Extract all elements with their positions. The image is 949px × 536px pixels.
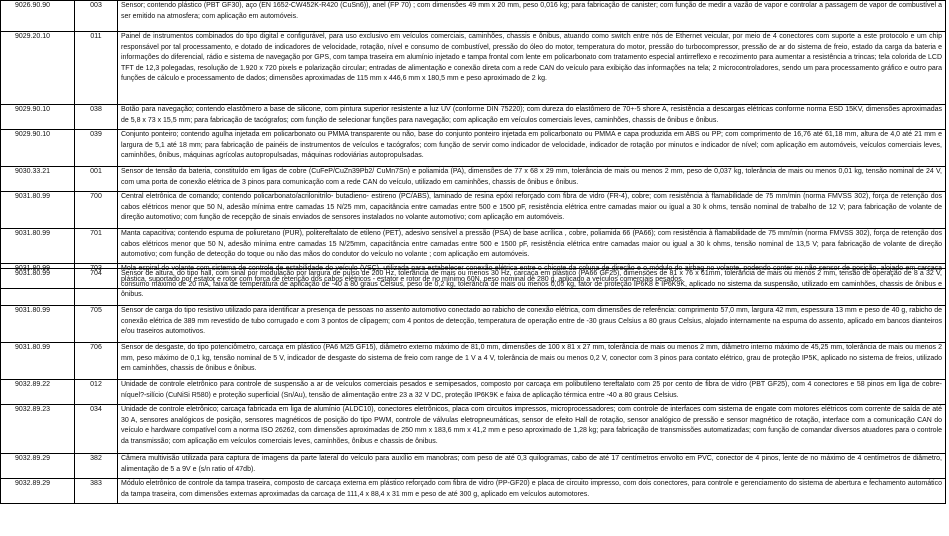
table-row	[1, 105, 946, 130]
ex-number: 705	[75, 306, 118, 343]
description	[118, 1, 946, 32]
ncm-code: 9032.89.22	[1, 380, 75, 405]
table-row	[1, 269, 946, 306]
ncm-code: 9032.89.29	[1, 479, 75, 504]
ncm-code: 9026.90.90	[1, 1, 75, 32]
ex-number: 011	[75, 32, 118, 105]
table-row	[1, 1, 946, 32]
description-text: Painel de instrumentos combinados do tipo digital e configurável, para uso exclusivo em veículos comerciais, caminhões, chassis e ônibus, atuando como switch entre nós de Ethernet veicular, por meio de 4 conectores com suporte a este protocolo e um chip responsável por tal processamento, e dotado de indicadores de velocidade, rotação, nível e consumo de combustível, pressão do óleo do motor, temperatura do motor, pressão do turbocompressor, pressão de ar do sistema de freio, estado da carga da bateria e informações do diferencial, rádio e sistema de navegação por GPS, com tampa traseira em alumínio injetado e tampa frontal com lente em policarbonato com tratamento especial antirreflexo e recozimento para aumentar a resistência a trincas; tela colorida de LCD TFT de 12,3 polegadas, resolução de 1.920 x 720 pixels e polarização circular; entradas de alimentação e conexão direta com a rede CAN do veículo para exibição das informações na tela; 2 microcontroladores, sendo um para processamento gráfico e outro para funções de cálculo e processamento de dados; dimensões aproximadas de 115 mm x 446,6 mm x 180,5 mm e peso aproximado de 2 kg.	[121, 33, 942, 82]
ex-number: 038	[75, 105, 118, 130]
table-row	[1, 130, 946, 167]
table-row	[1, 32, 946, 105]
table-row	[1, 405, 946, 454]
ex-number: 382	[75, 454, 118, 479]
ncm-code: 9031.80.99	[1, 192, 75, 229]
description	[118, 32, 946, 105]
ncm-code: 9030.33.21	[1, 167, 75, 192]
description	[118, 479, 946, 504]
ncm-code: 9031.80.99	[1, 343, 75, 380]
description-text: Sensor de carga do tipo resistivo utilizado para identificar a presença de pessoas no assento automotivo conectado ao rabicho de conexão elétrica, com dimensões de referência: comprimento 57,0 mm, largura 42 mm, espessura 13 mm e peso de 40 g, rabicho de conexão elétrica de 389 mm revestido de tubo corrugado e com 3 pontos de clipagem; com 4 pontos de detecção, temperatura de operação entre de -30 graus Celsius a 80 graus Celsius, alojado internamente na espuma do assento, aplicado em bancos dianteiros e/ou traseiros automotivos.	[121, 307, 942, 335]
ncm-code: 9029.90.10	[1, 130, 75, 167]
ncm-code: 9031.80.99	[1, 306, 75, 343]
ex-number: 703	[75, 264, 118, 289]
table-row	[1, 229, 946, 264]
table-row	[1, 380, 946, 405]
description-text: Sensor; contendo plástico (PBT GF30), aço (EN 1652-CW452K-R420 (CuSn6)), anel (FP 70) ; com dimensões 49 mm x 20 mm, peso 0,016 kg; para fabricação de canister; com função de medir a vazão de vapor e controlar a passagem de vapor de combustível a ser emitido na atmosfera; com aplicação em automóveis.	[121, 2, 942, 20]
ex-number: 003	[75, 1, 118, 32]
table-row	[1, 343, 946, 380]
description	[118, 306, 946, 343]
description	[118, 167, 946, 192]
ex-tariff-table-bottom	[0, 268, 946, 504]
table-row	[1, 479, 946, 504]
ncm-code: 9031.80.99	[1, 264, 75, 289]
description	[118, 105, 946, 130]
description-text: Conjunto ponteiro; contendo agulha injetada em policarbonato ou PMMA transparente ou não, base do conjunto ponteiro injetada em policarbonato ou PMMA e capa produzida em ABS ou PP; com comprimento de 16,76 até 61,18 mm, altura de 4,0 até 21 mm e largura de 5,1 até 18 mm; para fabricação de painéis de instrumentos de veículos e tacógrafos; com função de servir como indicador de velocidade, indicador de rotação por minutos e indicador de nível; com aplicação em automóveis, veículos comerciais leves, caminhões, ônibus, máquinas agrícolas autopropulsadas, máquinas rodoviárias autopropulsadas.	[121, 131, 942, 159]
table-row	[1, 167, 946, 192]
description	[118, 229, 946, 264]
ex-number: 039	[75, 130, 118, 167]
description-text: Manta capacitiva; contendo espuma de poliuretano (PUR), politereftalato de etileno (PET), adesivo sensível a pressão (PSA) de base acrílica , cobre, poliamida 66 (PA66); com resistência à flamabilidade de 75 mm/min (norma FMVSS 302), força de retenção dos cabos elétricos menor que 50 N, adesão mínima entre camadas 15 N/25mm, capacitância entre camadas entre 500 e 1500 pF, resistência elétrica entre camadas maior ou igual a 30 k ohms, tensão nominal de 13,5 V; para fabricação de volante de direção automotivo; com função de detecção do toque ou não das mãos do condutor do veículo no volante ; com aplicação em automóveis.	[121, 230, 942, 258]
description	[118, 343, 946, 380]
description-text: Módulo eletrônico de controle da tampa traseira, composto de carcaça externa em plástico reforçado com fibra de vidro (PP-GF20) e placa de circuito impresso, com dois conectores, para controle e gerenciamento do sistema de abertura e fechamento automático da tampa traseira, com dimensões externas aproximadas da carcaça de 111,4 x 88,4 x 31 mm e peso de até 300 g, aplicado em veículos automotores.	[121, 480, 942, 498]
description-text: Sensor de desgaste, do tipo potenciômetro, carcaça em plástico (PA6 M25 GF15), diâmetro externo máximo de 81,0 mm, dimensões de 100 x 81 x 27 mm, tolerância de mais ou menos 2 mm, diâmetro interno máximo de 45,25 mm, tolerância de mais ou menos 2 mm, peso máximo de 0,1 kg, tensão nominal de 5 V, indicador de desgaste do sistema de freio com range de 1 V a 4 V, tolerância de mais ou menos 0,2 V, conector com 3 pinos para contato elétrico, grau de proteção IP5K, aplicado no sistema de freios, utilizado em caminhões, chassis de ônibus e ônibus.	[121, 344, 942, 372]
ex-number: 700	[75, 192, 118, 229]
table-row	[1, 306, 946, 343]
ex-number: 704	[75, 269, 118, 306]
ncm-code: 9032.89.29	[1, 454, 75, 479]
description-text: Mola espiral do volante com sistema de controle de estabilidade do veículo (VSC), utilizada para estabelecer conexão elétrica entre o chicote da coluna de direção e o módulo do airbag no volante, podendo conter ou não sensor de posição, alojado em carcaça plástica, suportado por estator e rotor com força de retenção dos cabos elétricos - estator e rotor de no mínimo 60N, peso nominal de 280 g, aplicado a veículos comerciais pesados.	[121, 265, 942, 283]
description-text: Central eletrônica de comando; contendo policarbonato/acrilonitrilo- butadieno- estireno (PC/ABS), laminado de resina epóxi reforçado com fibra de vidro (FR-4), cobre; com resistência à flamabilidade de 75 mm/min (norma FMVSS 302), força de retenção dos cabos elétricos menor que 50 N, adesão mínima entre camadas 15 N/25 mm, capacitância entre camadas entre 500 e 1500 pF, resistência elétrica entre camadas maior ou igual a 30 k ohms, tensão nominal de trabalho de 12 V; para fabricação de volante de direção automotivo; com função de recepção de sinais enviados de sensores instalados no volante automotivo; com aplicação em automóveis.	[121, 193, 942, 221]
table-row	[1, 192, 946, 229]
ex-number: 012	[75, 380, 118, 405]
description	[118, 454, 946, 479]
ex-number: 701	[75, 229, 118, 264]
ncm-code: 9031.80.99	[1, 269, 75, 306]
description	[118, 405, 946, 454]
description-text: Botão para navegação; contendo elastômero a base de silicone, com pintura superior resistente a luz UV (conforme DIN 75220); com dureza do elastômero de 70+-5 shore A, resistência a descargas elétricas conforme norma ESD 15KV, dimensões aproximadas de 5,8 x 73 x 15,5 mm; para fabricação de tacógrafos; com função de selecionar funções para navegação; com aplicação em veículos comerciais leves, caminhões, chassis de ônibus e ônibus.	[121, 106, 942, 124]
description-text: Unidade de controle eletrônico; carcaça fabricada em liga de alumínio (ALDC10), conectores eletrônicos, placa com circuitos impressos, microprocessadores; com controle de interfaces com sistema de engate com motores elétricos com corrente de saída de até 30 A, sensores analógicos de posição, sensores magnéticos de posição do tipo PWM, controle de válvulas eletropneumáticas, sensor de efeito Hall de rotação, sensor analógico de pressão e sensor magnético de rotação, interface com a comunicação CAN do veículo e hardware compatível com a norma ISO 26262, com dimensões aproximadas de 250 mm x 183,6 mm x 41,2 mm e peso aproximado de 1,28 kg; para fabricação de transmissões automatizadas; com função de comandar diversos atuadores para o controle da transmissão; com aplicação em veículos comerciais leves, caminhões, ônibus e chassis de ônibus.	[121, 406, 942, 445]
ncm-code: 9029.20.10	[1, 32, 75, 105]
ex-number: 001	[75, 167, 118, 192]
description-text: Unidade de controle eletrônico para controle de suspensão a ar de veículos comerciais pesados e semipesados, composto por carcaça em polibutileno tereftalato com 25 por cento de fibra de vidro (PBT GF25), com 4 conectores e 58 pinos em liga de cobre-níquel?-silício (CuNiSi R580) e proteção superficial (Sn/Au), tensão de alimentação entre 23 a 32 V DC, proteção IP6K9K e faixa de aplicação térmica entre -40 a 80 graus Celsius.	[121, 381, 942, 399]
description-text: Sensor de tensão da bateria, constituído em ligas de cobre (CuFeP/CuZn39Pb2/ CuMn7Sn) e poliamida (PA), dimensões de 77 x 68 x 29 mm, tolerância de mais ou menos 2 mm, peso de 0,037 kg, tolerância de mais ou menos 0,01 kg, tensão nominal de 24 V, com uma porta de conexão elétrica de 3 pinos para comunicação com a rede CAN do veículo, utilizado em caminhões, chassis de ônibus e ônibus.	[121, 168, 942, 186]
description-text: Sensor de altura, do tipo hall, com sinal por modulação por largura de pulso de 200 Hz, tolerância de mais ou menos 30 Hz, carcaça em plástico (PA66 GF25), dimensões de 81 x 76 x 61mm, tolerância de mais ou menos 2 mm, tensão de operação de 8 a 32 V, consumo máximo de 20 mA, faixa de temperatura de aplicação de -40 a 80 graus Celsius, peso de 0,2 kg, tolerância de mais ou menos 0,05 kg, fator de proteção IP6K8 e IP6K9K, aplicado no sistema da suspensão, utilizado em caminhões, chassis de ônibus e ônibus.	[121, 270, 942, 298]
ex-number: 034	[75, 405, 118, 454]
description	[118, 192, 946, 229]
description-text: Câmera multivisão utilizada para captura de imagens da parte lateral do veículo para auxílio em manobras; com peso de até 0,3 quilogramas, cabo de até 17 centímetros envolto em PVC, conector de 4 pinos, lente de no máximo de 4 centímetros de diâmetro, alimentação de 5 a 9V e (s/n ratio of 47db).	[121, 455, 942, 473]
description	[118, 380, 946, 405]
description	[118, 269, 946, 306]
ncm-code: 9029.90.10	[1, 105, 75, 130]
description	[118, 130, 946, 167]
ncm-code: 9032.89.23	[1, 405, 75, 454]
ex-number: 383	[75, 479, 118, 504]
ncm-code: 9031.80.99	[1, 229, 75, 264]
table-row	[1, 454, 946, 479]
ex-number: 706	[75, 343, 118, 380]
